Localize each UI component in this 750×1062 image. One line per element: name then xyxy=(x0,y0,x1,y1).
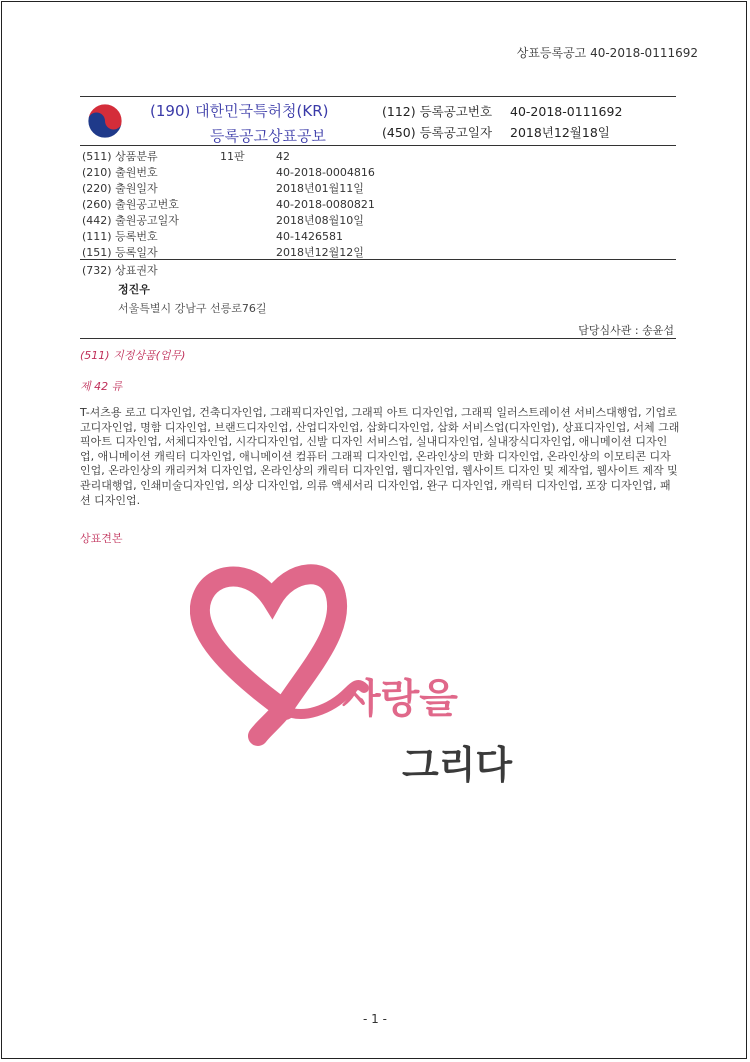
meta-label: (442) 출원공고일자 xyxy=(82,214,179,227)
korea-government-emblem-icon xyxy=(86,102,124,140)
meta-value: 40-2018-0004816 xyxy=(276,166,375,179)
mark-word-draw: 그리다 xyxy=(402,743,513,787)
meta-label: (260) 출원공고번호 xyxy=(82,198,179,211)
top-registration-number: 상표등록공고 40-2018-0111692 xyxy=(516,46,698,60)
meta-label: (511) 상품분류 xyxy=(82,150,158,163)
meta-label: (151) 등록일자 xyxy=(82,246,158,259)
trademark-image xyxy=(190,560,580,800)
registration-pub-date xyxy=(382,123,610,141)
registration-pub-number xyxy=(382,102,622,120)
office-title: (190) 대한민국특허청(KR) xyxy=(150,102,329,120)
meta-value: 40-2018-0080821 xyxy=(276,198,375,211)
mark-sample-heading: 상표견본 xyxy=(80,532,123,545)
registration-pub-number-label: (112) 등록공고번호 xyxy=(382,104,493,119)
meta-divider xyxy=(80,259,676,260)
meta-value: 2018년08월10일 xyxy=(276,214,364,227)
class-heading: 제 42 류 xyxy=(80,380,123,393)
meta-label: (111) 등록번호 xyxy=(82,230,158,243)
meta-edition: 11판 xyxy=(220,150,245,163)
meta-value: 40-1426581 xyxy=(276,230,343,243)
header-bottom-rule xyxy=(80,145,676,146)
registration-pub-number-value: 40-2018-0111692 xyxy=(510,104,623,119)
holder-address: 서울특별시 강남구 선릉로76길 xyxy=(118,302,267,315)
meta-value: 2018년12월12일 xyxy=(276,246,364,259)
meta-value: 2018년01월11일 xyxy=(276,182,364,195)
mark-word-love: 사랑을 xyxy=(342,676,458,722)
registration-pub-date-label: (450) 등록공고일자 xyxy=(382,125,493,140)
registration-pub-date-value: 2018년12월18일 xyxy=(510,125,610,140)
meta-value: 42 xyxy=(276,150,290,163)
designated-goods-text: T-셔츠용 로고 디자인업, 건축디자인업, 그래픽디자인업, 그래픽 아트 디자인업, 그래픽 일러스트레이션 서비스대행업, 기업로고디자인업, 명함 디자인업, 브랜드디자인업, 산업디자인업, 삽화디자인업, 삽화 서비스업(디자인업), 상표디자인업, 서체 그래픽아트 디자인업, 서체디자인업, 시각디자인업, 신발 디자인 서비스업, 실내디자인업, 실내장식디자인업, 애니메이션 디자인업, 애니메이션 캐릭터 디자인업, 애니메이션 컴퓨터 그래픽 디자인업, 온라인상의 만화 디자인업, 온라인상의 이모티콘 디자인업, 온라인상의 캐리커쳐 디자인업, 온라인상의 캐릭터 디자인업, 웹디자인업, 웹사이트 디자인 및 제작업, 웹사이트 제작 및 관리대행업, 인쇄미술디자인업, 의상 디자인업, 의류 액세서리 디자인업, 완구 디자인업, 캐릭터 디자인업, 포장 디자인업, 패션 디자인업. xyxy=(80,406,680,507)
designated-goods-heading: (511) 지정상품(업무) xyxy=(80,349,186,362)
meta-label: (210) 출원번호 xyxy=(82,166,158,179)
examiner: 담당심사관 : 송윤섭 xyxy=(578,324,674,337)
header-top-rule xyxy=(80,96,676,97)
holder-name: 정진우 xyxy=(118,283,150,296)
examiner-rule xyxy=(80,338,676,339)
meta-label: (220) 출원일자 xyxy=(82,182,158,195)
page-number: - 1 - xyxy=(363,1012,387,1026)
gazette-title: 등록공고상표공보 xyxy=(210,127,326,145)
holder-label: (732) 상표권자 xyxy=(82,264,158,277)
